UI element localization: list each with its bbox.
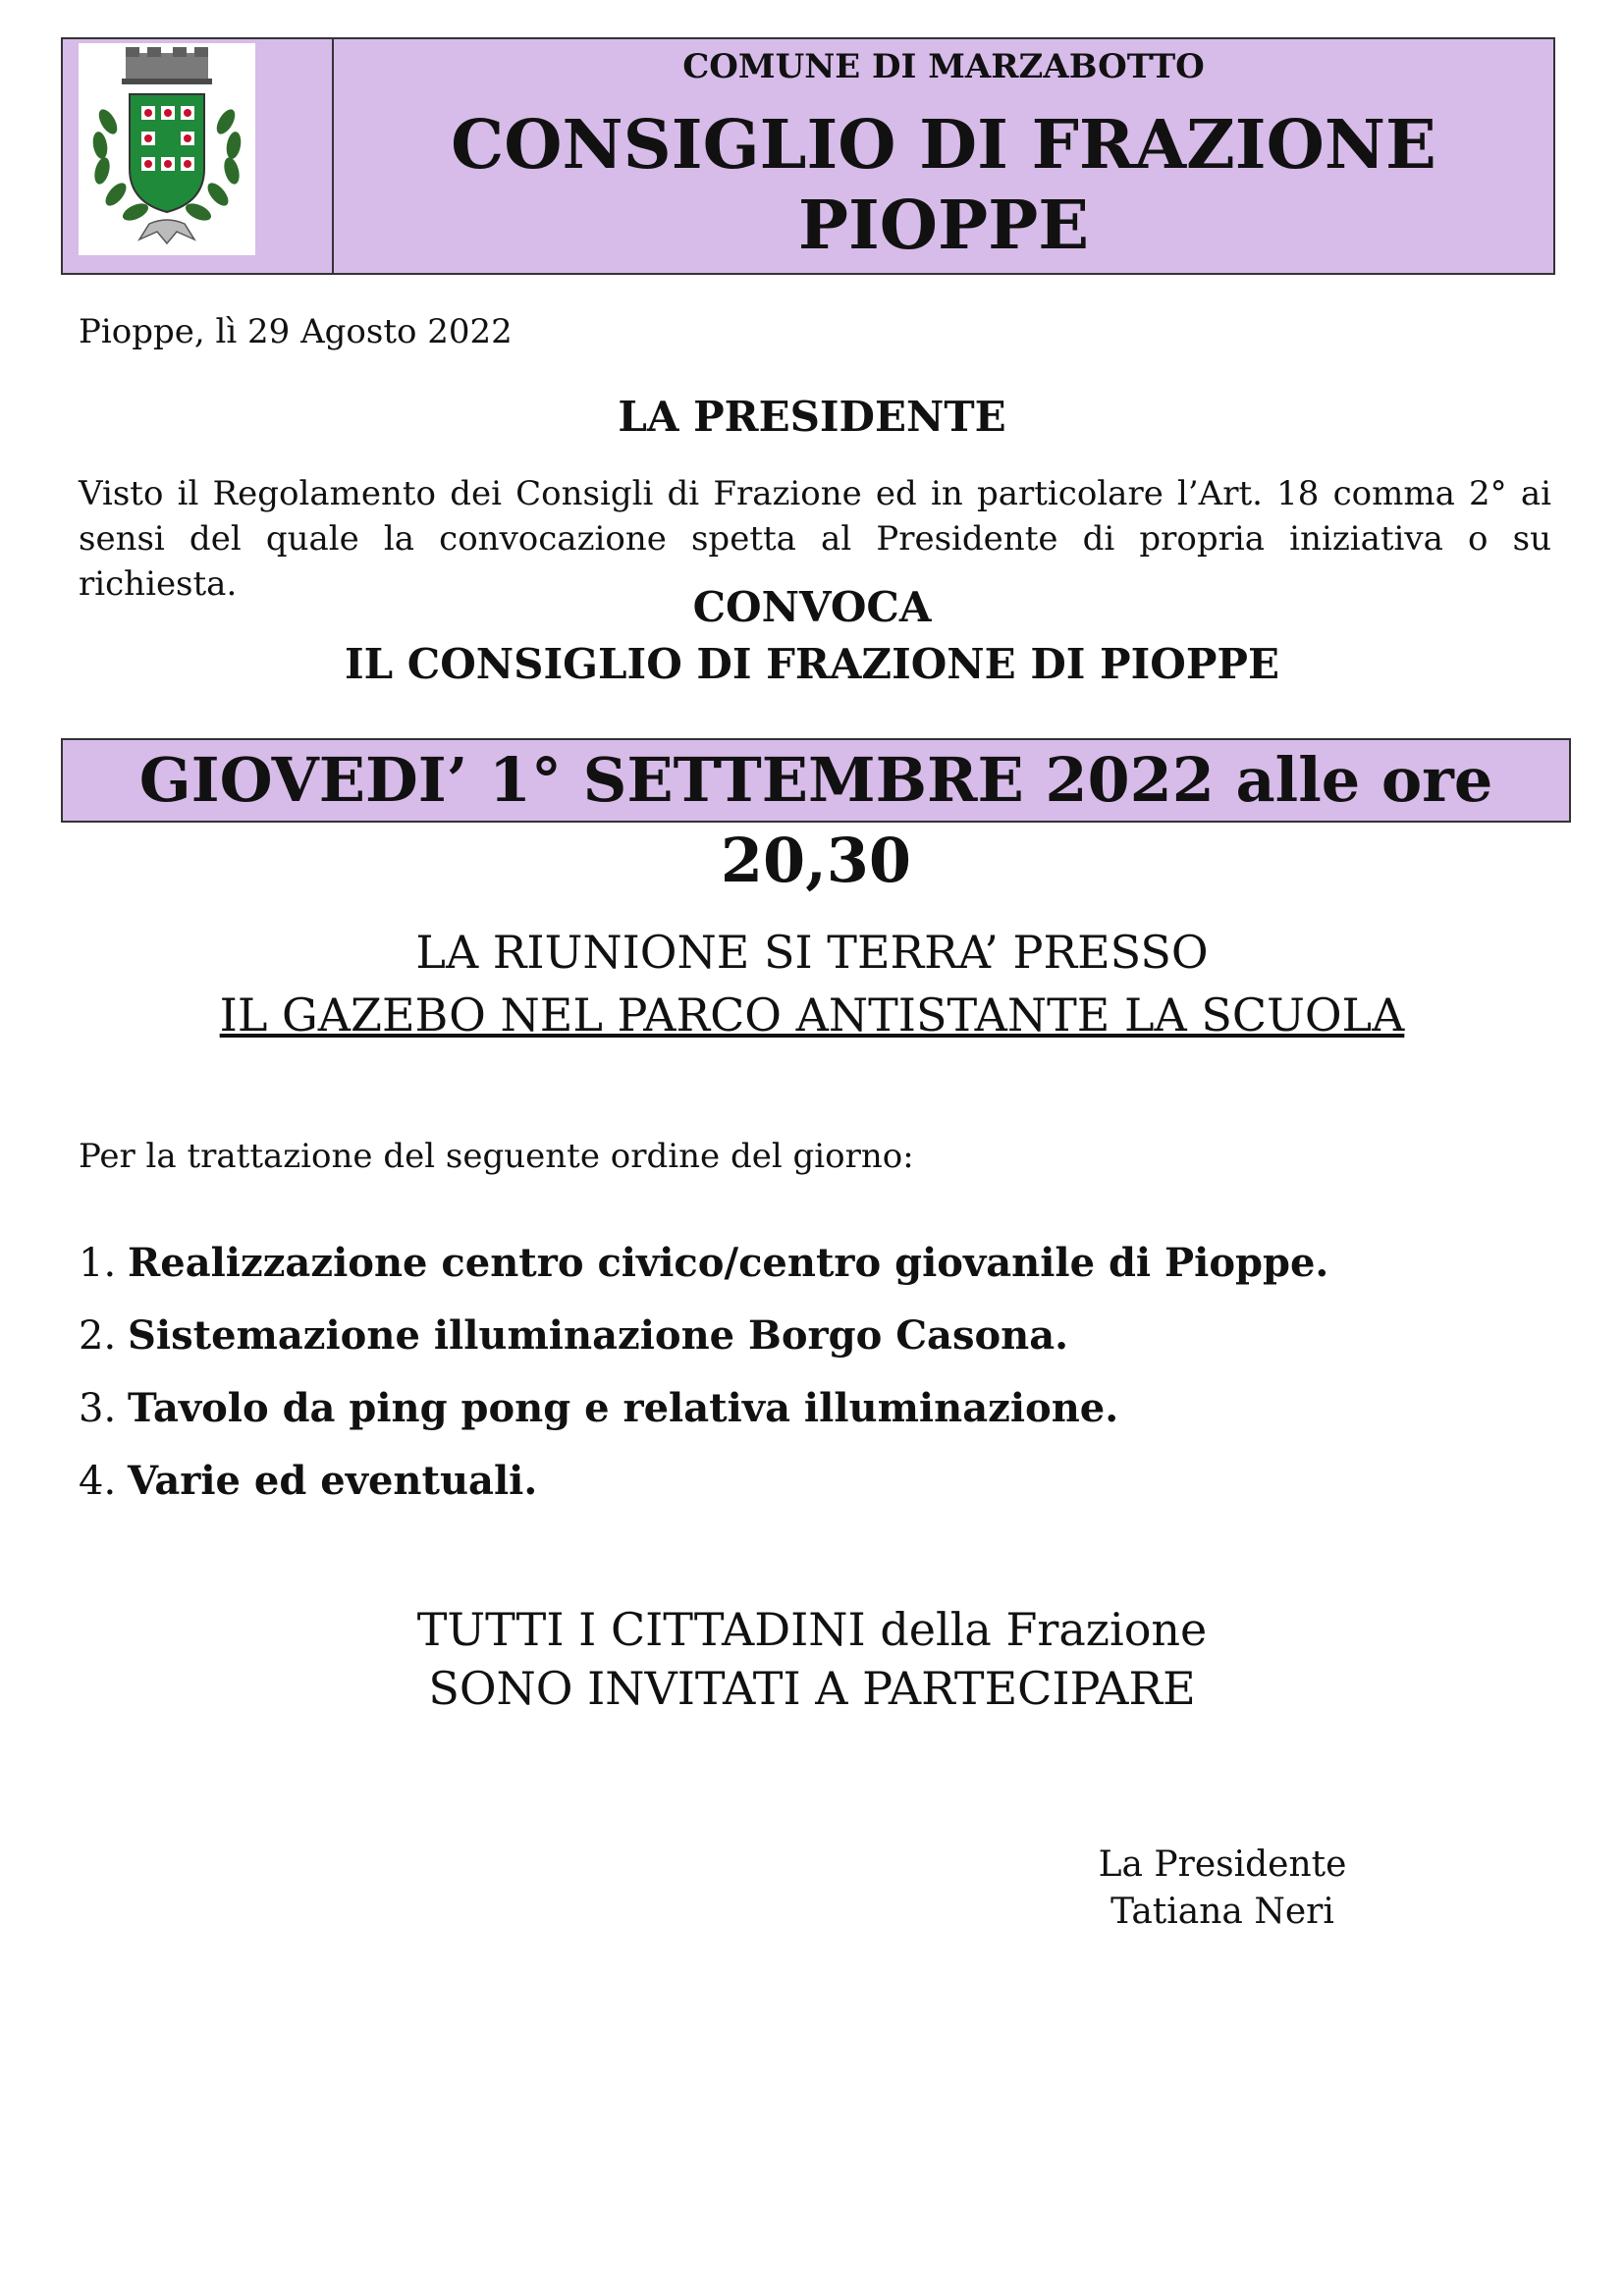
agenda-item <box>79 1227 1328 1300</box>
agenda-item <box>79 1445 1328 1518</box>
coat-of-arms-icon <box>79 43 255 255</box>
invitation-line: TUTTI I CITTADINI della Frazione <box>416 1603 1208 1656</box>
convoca-subject: IL CONSIGLIO DI FRAZIONE DI PIOPPE <box>344 640 1280 688</box>
presidente-heading: LA PRESIDENTE <box>618 393 1006 441</box>
agenda-item <box>79 1300 1328 1372</box>
convoca-line: CONVOCA <box>692 583 932 631</box>
invitation-line: SONO INVITATI A PARTECIPARE <box>428 1662 1196 1715</box>
frazione-name: PIOPPE <box>797 187 1090 265</box>
place-date: Pioppe, lì 29 Agosto 2022 <box>79 312 513 351</box>
agenda-item-number: 4. <box>79 1459 117 1504</box>
agenda-item-number: 1. <box>79 1241 117 1286</box>
municipality-name: COMUNE DI MARZABOTTO <box>682 47 1205 86</box>
agenda-list <box>79 1227 1328 1518</box>
preamble-paragraph: Visto il Regolamento dei Consigli di Frazione ed in particolare l’Art. 18 comma 2° ai sensi del quale la convocazione spetta al Presidente di propria iniziativa o su richiesta. <box>79 474 1551 604</box>
header-box <box>61 37 1555 275</box>
invitation-block <box>0 1600 1624 1718</box>
header-text <box>334 39 1553 273</box>
signature-block <box>1080 1842 1365 1936</box>
agenda-item-number: 2. <box>79 1313 117 1359</box>
signature-name: Tatiana Neri <box>1110 1892 1334 1932</box>
emblem-cell <box>63 39 334 273</box>
convoca-block <box>0 579 1624 693</box>
council-title: CONSIGLIO DI FRAZIONE <box>451 106 1436 185</box>
agenda-intro: Per la trattazione del seguente ordine del giorno: <box>79 1137 914 1176</box>
agenda-item-text: Realizzazione centro civico/centro giovanile di Pioppe. <box>128 1240 1329 1286</box>
signature-role: La Presidente <box>1098 1844 1347 1885</box>
agenda-item <box>79 1372 1328 1445</box>
agenda-item-text: Sistemazione illuminazione Borgo Casona. <box>128 1312 1069 1359</box>
meeting-date-banner: GIOVEDI’ 1° SETTEMBRE 2022 alle ore 20,30 <box>61 738 1571 823</box>
agenda-item-text: Varie ed eventuali. <box>128 1458 538 1504</box>
agenda-item-text: Tavolo da ping pong e relativa illuminazione. <box>128 1385 1119 1431</box>
agenda-item-number: 3. <box>79 1386 117 1431</box>
location-place: IL GAZEBO NEL PARCO ANTISTANTE LA SCUOLA <box>219 988 1405 1041</box>
location-block <box>0 921 1624 1046</box>
location-intro: LA RIUNIONE SI TERRA’ PRESSO <box>415 926 1209 979</box>
